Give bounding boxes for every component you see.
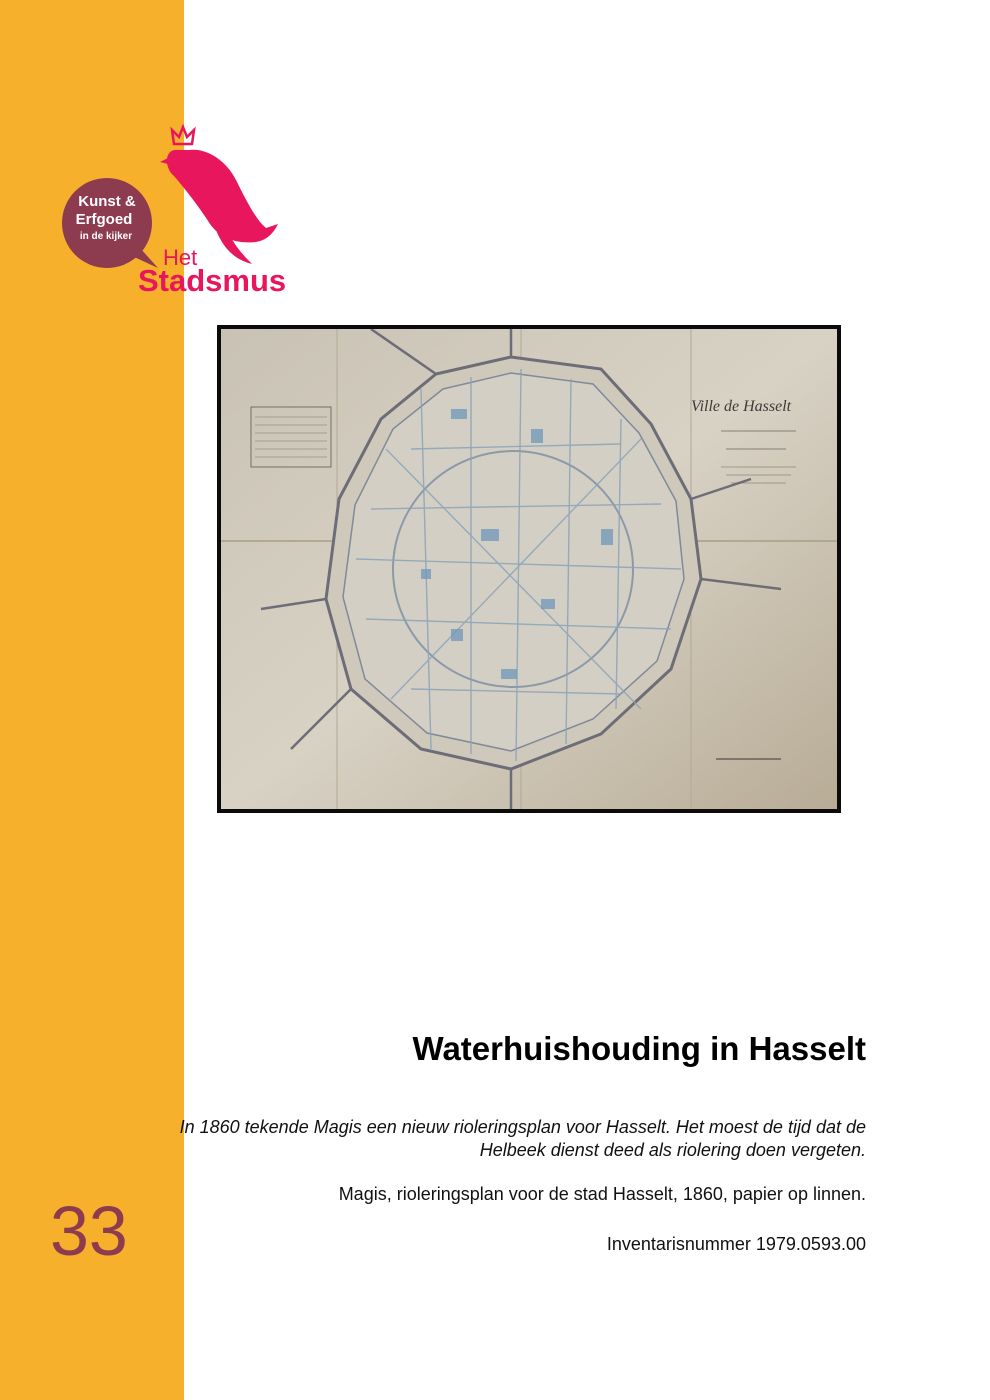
city-map-image — [221, 329, 837, 809]
bird-icon — [167, 150, 278, 243]
stadsmus-logo — [60, 120, 320, 300]
logo-bubble-line2: Erfgoed — [75, 211, 133, 228]
logo-bubble-line1: Kunst & — [78, 193, 136, 210]
crown-icon — [172, 127, 194, 144]
map-title: Ville de Hasselt — [691, 398, 792, 415]
inventory-number: Inventarisnummer 1979.0593.00 — [606, 1234, 866, 1254]
logo-graphic — [60, 120, 320, 300]
map-photo — [217, 325, 841, 813]
logo-brand-large: Stadsmus — [138, 263, 287, 298]
page-number: 33 — [50, 1192, 128, 1270]
image-caption: Magis, rioleringsplan voor de stad Hasselt, 1860, papier op linnen. — [338, 1184, 866, 1204]
intro-text: In 1860 tekende Magis een nieuw rioleringsplan voor Hasselt. Het moest de tijd dat de Helbeek dienst deed als riolering doen vergeten. — [179, 1117, 866, 1160]
page-title: Waterhuishouding in Hasselt — [412, 1030, 866, 1067]
logo-bubble-line3: in de kijker — [79, 231, 133, 242]
logo-brand-small: Het — [163, 245, 198, 270]
